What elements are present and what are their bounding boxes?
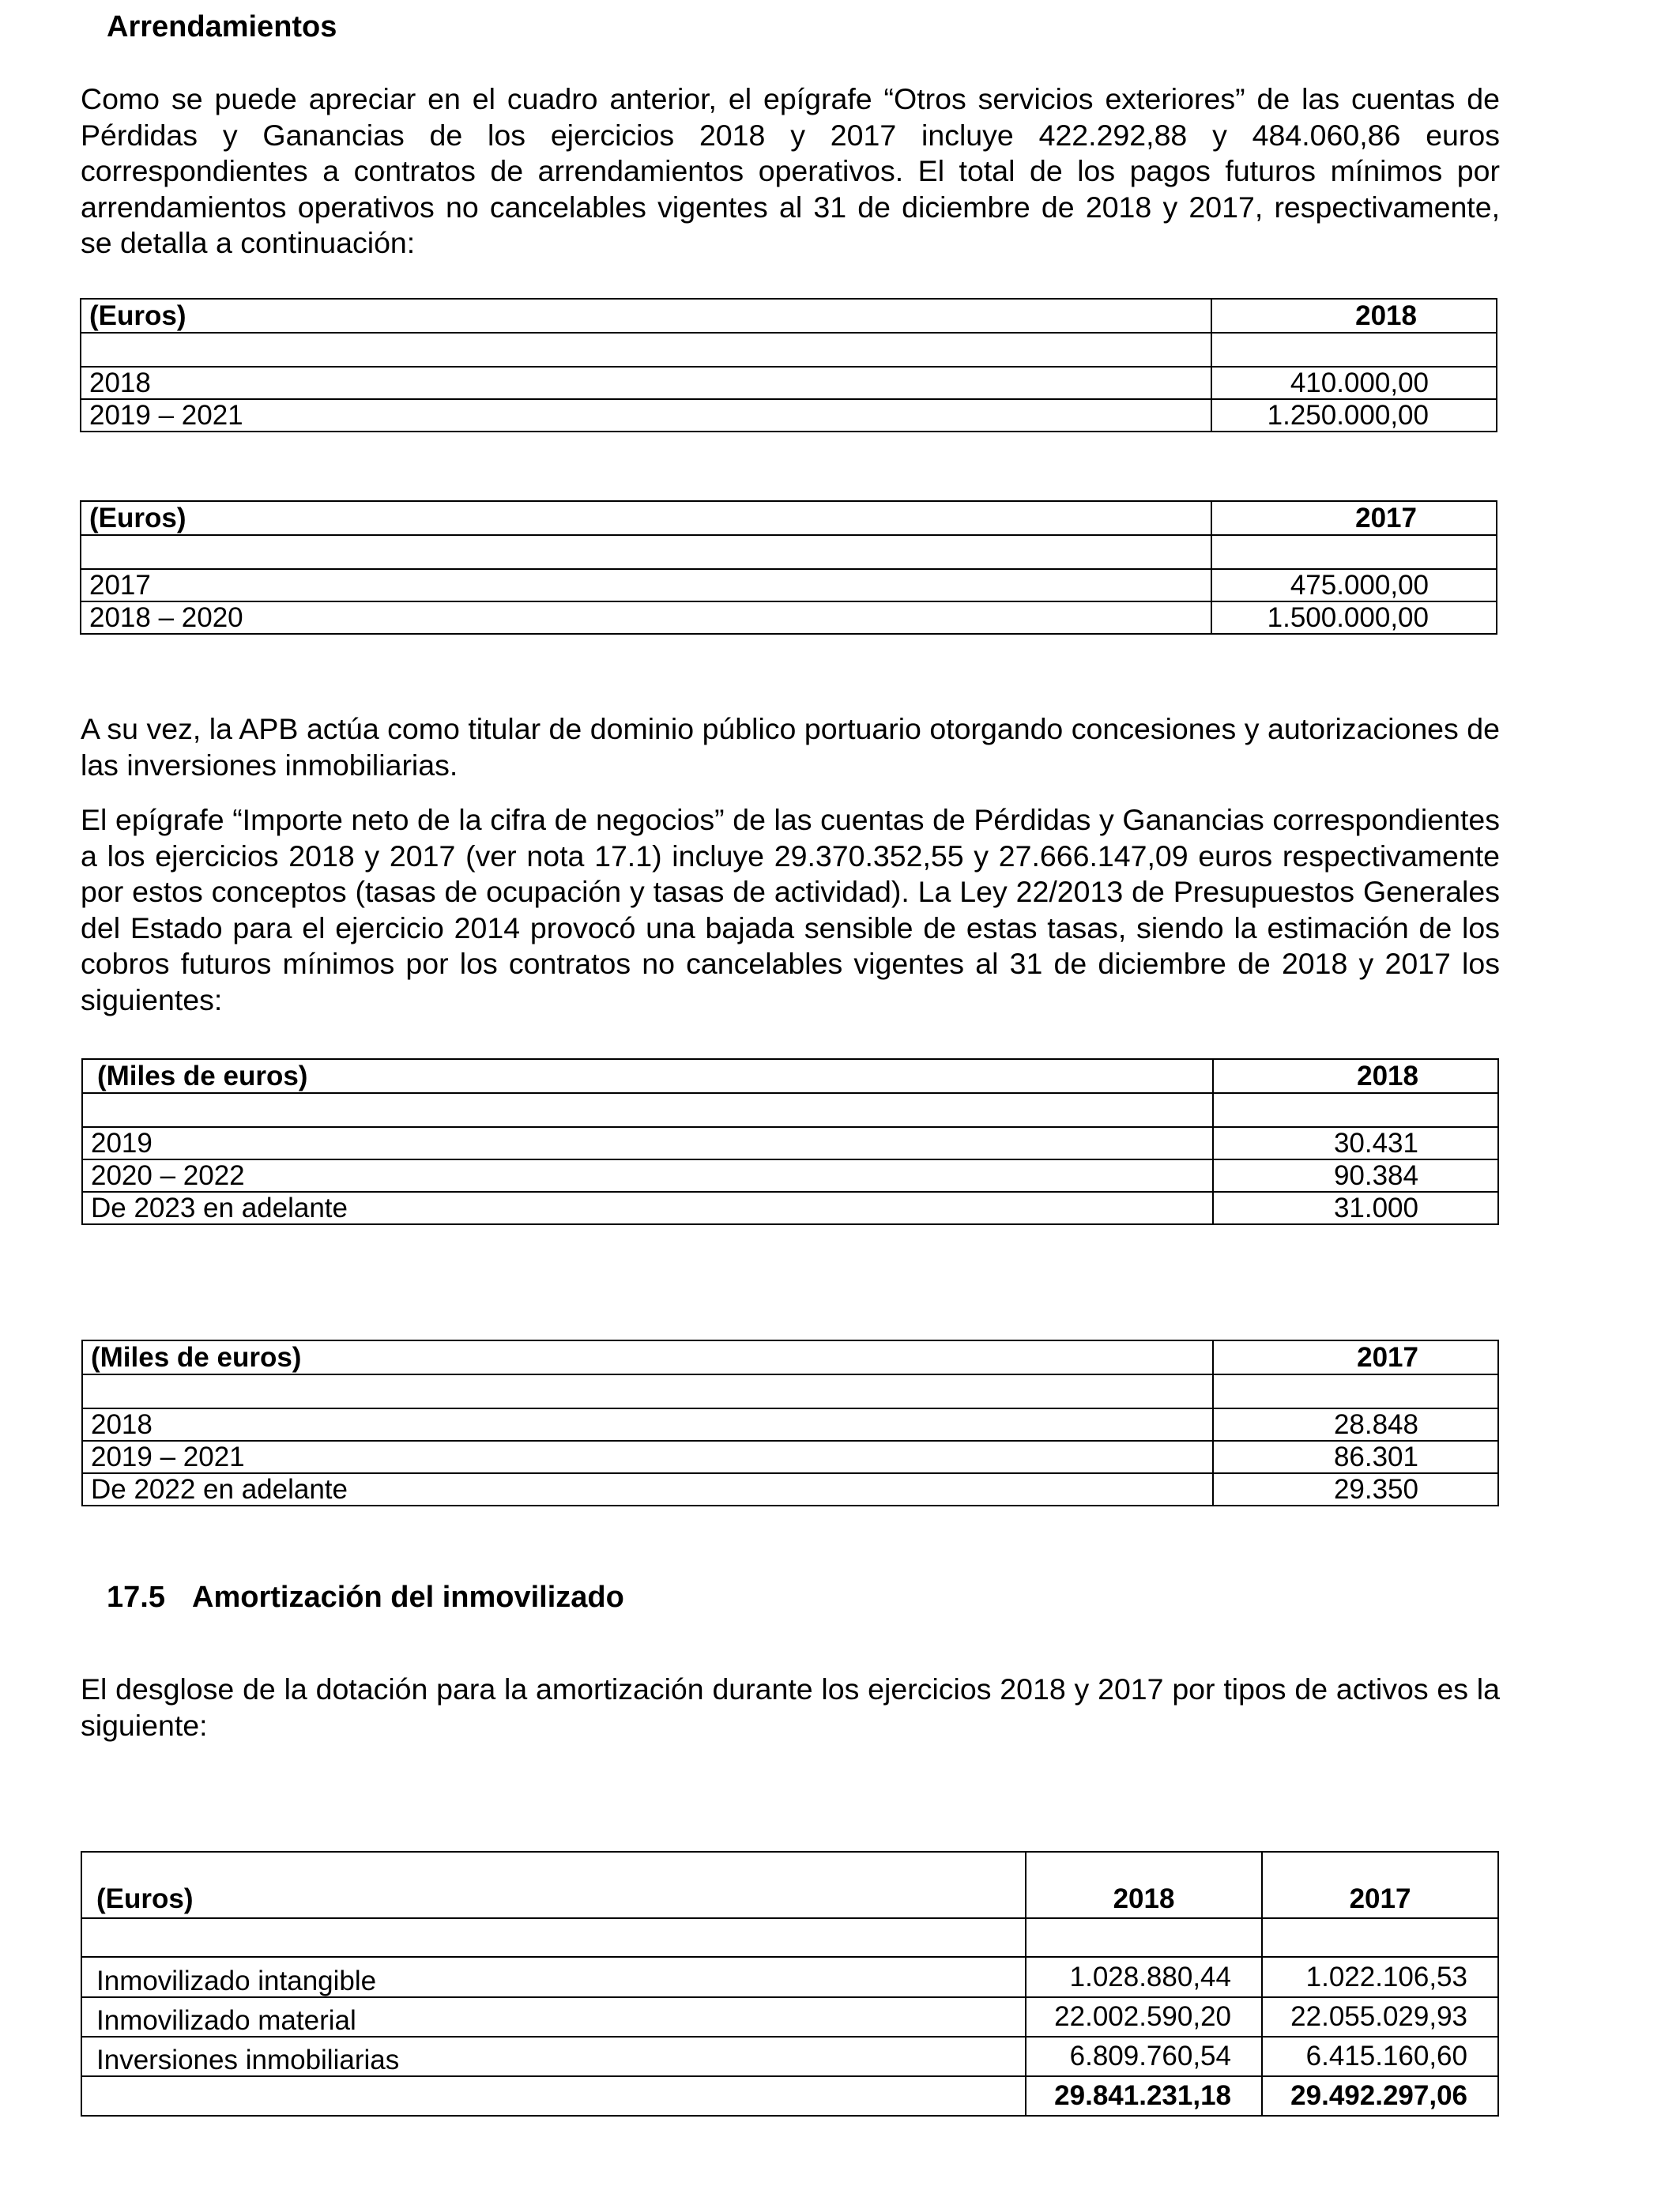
row-value: 410.000,00 xyxy=(1211,367,1497,399)
total-2017: 29.492.297,06 xyxy=(1262,2076,1498,2116)
table-row xyxy=(81,1957,1498,1997)
header-label: (Euros) xyxy=(81,1852,1026,1918)
paragraph-cifra-negocios: El epígrafe “Importe neto de la cifra de negocios” de las cuentas de Pérdidas y Ganancias correspondientes a los ejercicios 2018 y 2017 (ver nota 17.1) incluye 29.370.352,55 y 27.666.147,09 euros respectivamente por estos conceptos (tasas de ocupación y tasas de actividad). La Ley 22/2013 de Presupuestos Generales del Estado para el ejercicio 2014 provocó una bajada sensible de estas tasas, siendo la estimación de los cobros futuros mínimos por los contratos no cancelables vigentes al 31 de diciembre de 2018 y 2017 los siguientes: xyxy=(81,803,1500,1016)
table-row xyxy=(82,1127,1498,1159)
table-pagos-futuros-2018 xyxy=(80,298,1497,432)
table-row xyxy=(81,569,1497,601)
header-year: 2017 xyxy=(1213,1340,1498,1374)
row-value: 29.350 xyxy=(1213,1473,1498,1506)
table-row xyxy=(81,601,1497,634)
row-label: De 2022 en adelante xyxy=(82,1473,1213,1506)
row-value: 86.301 xyxy=(1213,1441,1498,1473)
row-label: 2018 xyxy=(81,367,1211,399)
header-label: (Euros) xyxy=(81,299,1211,333)
table-spacer-row xyxy=(82,1374,1498,1408)
table-amortizacion xyxy=(81,1851,1499,2117)
header-label: (Miles de euros) xyxy=(82,1059,1213,1093)
table-row xyxy=(81,1997,1498,2037)
row-label: 2017 xyxy=(81,569,1211,601)
table-row xyxy=(82,1408,1498,1441)
header-year-2018: 2018 xyxy=(1026,1852,1262,1918)
table-row xyxy=(82,1473,1498,1506)
table-pagos-futuros-2017 xyxy=(80,500,1497,635)
row-value-2017: 22.055.029,93 xyxy=(1262,1997,1498,2037)
table-spacer-row xyxy=(81,333,1497,367)
section-heading-arrendamientos: Arrendamientos xyxy=(107,10,337,43)
table-cobros-futuros-2017 xyxy=(81,1340,1499,1506)
paragraph-amortizacion-intro: El desglose de la dotación para la amortización durante los ejercicios 2018 y 2017 por tipos de activos es la siguiente: xyxy=(81,1672,1500,1742)
row-value: 1.250.000,00 xyxy=(1211,399,1497,432)
row-label: Inmovilizado intangible xyxy=(81,1957,1026,1997)
table-cobros-futuros-2018 xyxy=(81,1058,1499,1225)
row-value-2018: 22.002.590,20 xyxy=(1026,1997,1262,2037)
table-header-row xyxy=(81,1852,1498,1918)
total-2018: 29.841.231,18 xyxy=(1026,2076,1262,2116)
table-row xyxy=(82,1159,1498,1192)
table-header-row xyxy=(81,299,1497,333)
table-header-row xyxy=(82,1340,1498,1374)
row-label: 2018 xyxy=(82,1408,1213,1441)
table-row xyxy=(81,367,1497,399)
section-title: Amortización del inmovilizado xyxy=(192,1581,624,1614)
table-row xyxy=(82,1192,1498,1224)
row-value: 28.848 xyxy=(1213,1408,1498,1441)
table-header-row xyxy=(81,501,1497,535)
section-heading-amortizacion xyxy=(107,1577,624,1618)
header-year-2017: 2017 xyxy=(1262,1852,1498,1918)
header-label: (Euros) xyxy=(81,501,1211,535)
paragraph-arrendamientos-intro: Como se puede apreciar en el cuadro anterior, el epígrafe “Otros servicios exteriores” de las cuentas de Pérdidas y Ganancias de los ejercicios 2018 y 2017 incluye 422.292,88 y 484.060,86 euros correspondientes a contratos de arrendamientos operativos. El total de los pagos futuros mínimos por arrendamientos operativos no cancelables vigentes al 31 de diciembre de 2018 y 2017, respectivamente, se detalla a continuación: xyxy=(81,82,1500,259)
row-label: 2019 – 2021 xyxy=(81,399,1211,432)
row-value-2018: 6.809.760,54 xyxy=(1026,2037,1262,2076)
row-value-2017: 1.022.106,53 xyxy=(1262,1957,1498,1997)
header-year: 2017 xyxy=(1211,501,1497,535)
row-value-2017: 6.415.160,60 xyxy=(1262,2037,1498,2076)
table-spacer-row xyxy=(81,1918,1498,1957)
table-spacer-row xyxy=(81,535,1497,569)
row-label: 2020 – 2022 xyxy=(82,1159,1213,1192)
table-row xyxy=(81,2037,1498,2076)
table-spacer-row xyxy=(82,1093,1498,1127)
row-value: 31.000 xyxy=(1213,1192,1498,1224)
row-value: 475.000,00 xyxy=(1211,569,1497,601)
header-year: 2018 xyxy=(1213,1059,1498,1093)
table-header-row xyxy=(82,1059,1498,1093)
header-year: 2018 xyxy=(1211,299,1497,333)
row-value: 30.431 xyxy=(1213,1127,1498,1159)
row-label: Inmovilizado material xyxy=(81,1997,1026,2037)
row-label: 2018 – 2020 xyxy=(81,601,1211,634)
row-label: De 2023 en adelante xyxy=(82,1192,1213,1224)
header-label: (Miles de euros) xyxy=(82,1340,1213,1374)
row-label: 2019 – 2021 xyxy=(82,1441,1213,1473)
row-label: Inversiones inmobiliarias xyxy=(81,2037,1026,2076)
table-row xyxy=(82,1441,1498,1473)
row-value: 1.500.000,00 xyxy=(1211,601,1497,634)
paragraph-dominio-publico: A su vez, la APB actúa como titular de dominio público portuario otorgando concesiones y autorizaciones de las inversiones inmobiliarias. xyxy=(81,712,1500,782)
row-value: 90.384 xyxy=(1213,1159,1498,1192)
row-value-2018: 1.028.880,44 xyxy=(1026,1957,1262,1997)
table-row xyxy=(81,399,1497,432)
row-label: 2019 xyxy=(82,1127,1213,1159)
table-total-row xyxy=(81,2076,1498,2116)
section-number: 17.5 xyxy=(107,1581,165,1614)
